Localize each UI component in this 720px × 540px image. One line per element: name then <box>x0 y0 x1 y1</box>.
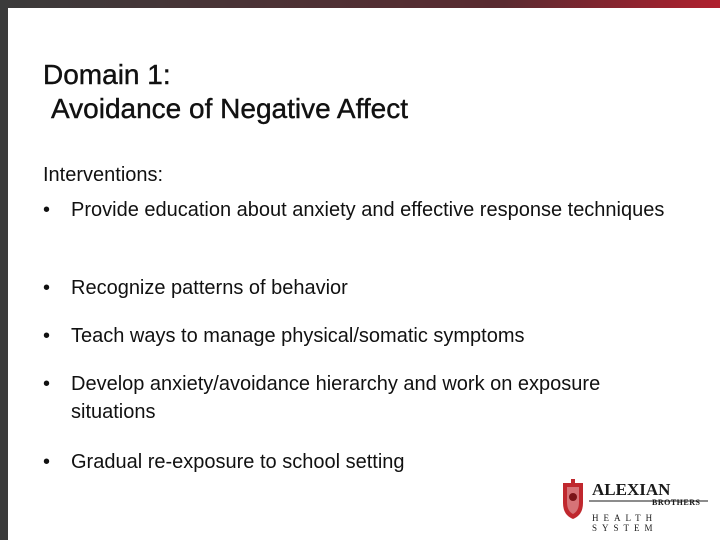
bullet-marker: • <box>43 451 51 473</box>
bullet-text: Gradual re-exposure to school setting <box>71 451 405 473</box>
bullet-text: Teach ways to manage physical/somatic symptoms <box>71 325 525 347</box>
bullet-item <box>43 196 664 224</box>
bullet-marker: • <box>43 277 51 299</box>
bullet-item <box>43 370 683 426</box>
bullet-item <box>43 274 348 302</box>
logo-name: ALEXIAN <box>592 480 671 499</box>
logo-tagline: HEALTH SYSTEM <box>592 513 658 533</box>
bullet-marker: • <box>43 199 51 221</box>
crest-icon <box>563 479 583 519</box>
bullet-item <box>43 448 405 476</box>
bullet-marker: • <box>43 373 51 395</box>
title-line-2: Avoidance of Negative Affect <box>51 93 408 124</box>
slide-title <box>43 58 408 126</box>
bullet-text: Provide education about anxiety and effective response techniques <box>71 199 665 221</box>
logo-subtitle: BROTHERS <box>652 498 701 507</box>
body-heading: Interventions: <box>43 164 164 186</box>
bullet-text: Recognize patterns of behavior <box>71 277 348 299</box>
slide <box>8 8 720 540</box>
bullet-text: Develop anxiety/avoidance hierarchy and work on exposure situations <box>71 373 601 423</box>
bullet-item <box>43 322 525 350</box>
bullet-marker: • <box>43 325 51 347</box>
title-line-1: Domain 1: <box>43 59 171 90</box>
